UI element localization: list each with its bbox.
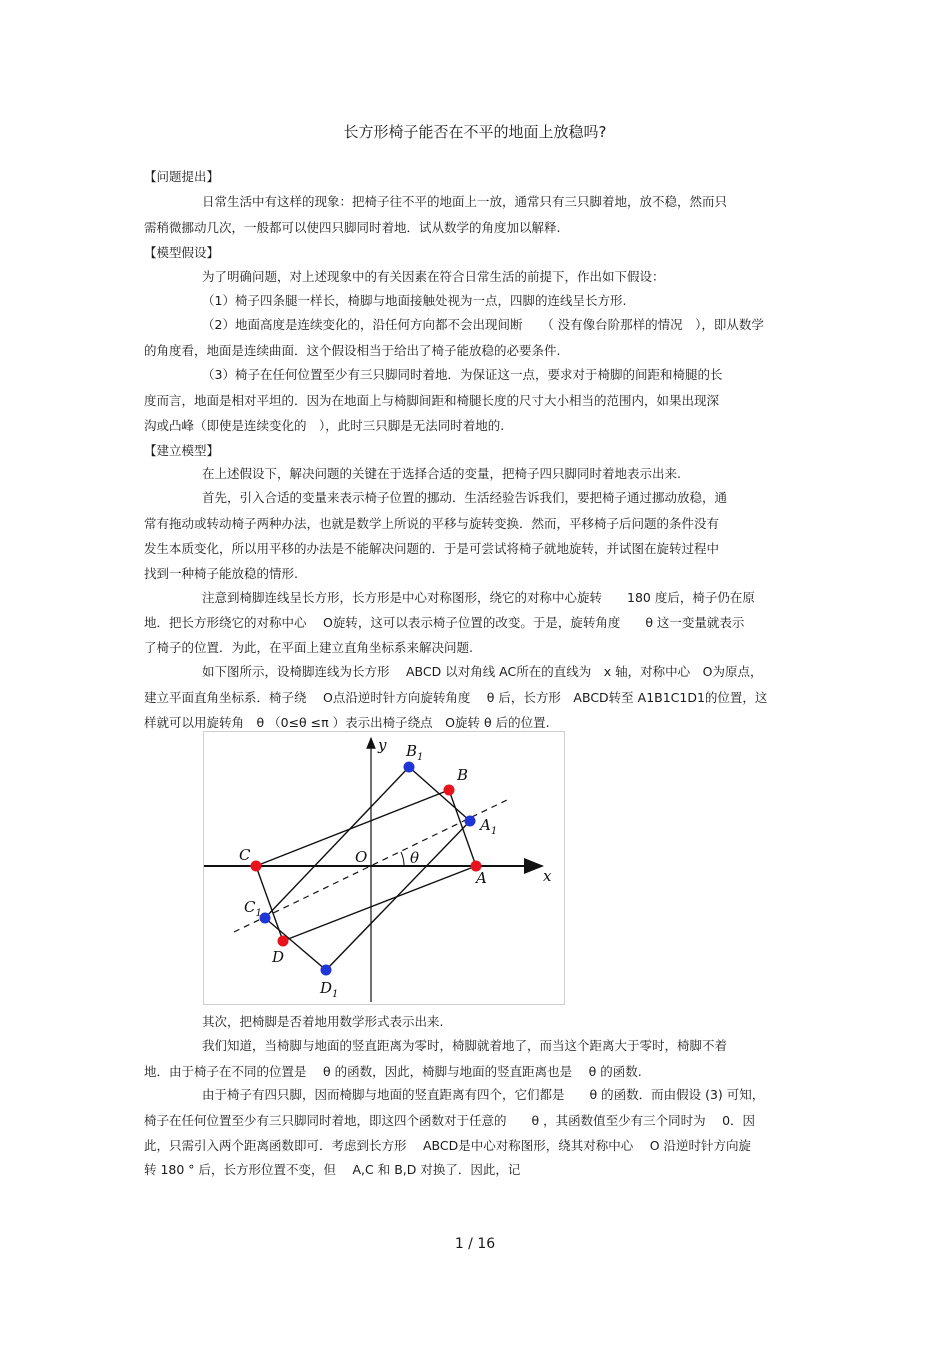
section-heading-model: 【建立模型】 [144,443,220,458]
paragraph-line: 我们知道，当椅脚与地面的竖直距离为零时，椅脚就着地了，而当这个距离大于零时，椅脚不着 [202,1038,728,1053]
paragraph-line: 在上述假设下，解决问题的关键在于选择合适的变量，把椅子四只脚同时着地表示出来. [202,466,681,481]
paragraph-line: 由于椅子有四只脚，因而椅脚与地面的竖直距离有四个，它们都是 θ 的函数．而由假设 (3) 可知， [202,1087,765,1102]
paragraph-line: （3）椅子在任何位置至少有三只脚同时着地．为保证这一点，要求对于椅脚的间距和椅腿的长 [202,367,723,382]
paragraph-line: 转 180 ° 后，长方形位置不变，但 A,C 和 B,D 对换了．因此，记 [144,1162,521,1177]
label-a1: $A_1$ [480,816,498,837]
point-b1 [404,762,415,773]
label-c1: $C_1$ [244,898,262,919]
paragraph-line: 为了明确问题，对上述现象中的有关因素在符合日常生活的前提下，作出如下假设： [202,269,665,284]
point-d [278,936,289,947]
paragraph-line: 需稍微挪动几次，一般都可以使四只脚同时着地．试从数学的角度加以解释. [144,220,561,235]
x-axis-label: x [543,867,552,885]
paragraph-line: 椅子在任何位置至少有三只脚同时着地，即这四个函数对于任意的 θ ，其函数值至少有三个同时为 0．因 [144,1113,756,1128]
paragraph-line: 发生本质变化，所以用平移的办法是不能解决问题的．于是可尝试将椅子就地旋转，并试图在旋转过程中 [144,541,720,556]
paragraph-line: 地．由于椅子在不同的位置是 θ 的函数，因此，椅脚与地面的竖直距离也是 θ 的函数. [144,1064,642,1079]
point-d1 [321,965,332,976]
label-c: C [239,846,251,864]
y-axis-label: y [378,736,387,754]
paragraph-line: 首先，引入合适的变量来表示椅子位置的挪动．生活经验告诉我们，要把椅子通过挪动放稳，通 [202,490,728,505]
rotation-diagram-svg [204,732,564,1004]
paragraph-line: （1）椅子四条腿一样长，椅脚与地面接触处视为一点，四脚的连线呈长方形. [202,293,627,308]
paragraph-line: 日常生活中有这样的现象：把椅子往不平的地面上一放，通常只有三只脚着地，放不稳，然而只 [202,194,728,209]
paragraph-line: 找到一种椅子能放稳的情形. [144,566,298,581]
paragraph-line: 的角度看，地面是连续曲面．这个假设相当于给出了椅子能放稳的必要条件. [144,343,561,358]
paragraph-line: （2）地面高度是连续变化的，沿任何方向都不会出现间断 （ 没有像台阶那样的情况 ），即从数学 [202,317,764,332]
point-a1 [465,816,476,827]
label-a: A [476,869,487,887]
paragraph-line: 度而言，地面是相对平坦的．因为在地面上与椅脚间距和椅腿长度的尺寸大小相当的范围内，如果出现深 [144,393,720,408]
paragraph-line: 如下图所示，设椅脚连线为长方形 ABCD 以对角线 AC所在的直线为 x 轴，对称中心 O为原点， [202,664,763,679]
section-heading-problem: 【问题提出】 [144,169,220,184]
angle-arc [401,852,404,866]
point-b [444,785,455,796]
paragraph-line: 常有拖动或转动椅子两种办法，也就是数学上所说的平移与旋转变换．然而，平移椅子后问题的条件没有 [144,516,720,531]
document-title: 长方形椅子能否在不平的地面上放稳吗? [343,123,607,141]
paragraph-line: 建立平面直角坐标系．椅子绕 O点沿逆时针方向旋转角度 θ 后，长方形 ABCD转至 A1B1C1D1的位置，这 [144,690,768,705]
rotation-diagram [203,731,565,1005]
page-number: 1 / 16 [454,1236,496,1252]
label-d1: $D_1$ [320,979,339,1000]
origin-label: O [355,848,368,866]
paragraph-line: 地．把长方形绕它的对称中心 O旋转，这可以表示椅子位置的改变。于是，旋转角度 θ 这一变量就表示 [144,615,745,630]
paragraph-line: 其次，把椅脚是否着地用数学形式表示出来. [202,1014,444,1029]
paragraph-line: 了椅子的位置．为此，在平面上建立直角坐标系来解决问题. [144,640,473,655]
angle-label: θ [410,849,420,867]
rectangle-a1b1c1d1 [265,767,470,970]
section-heading-assumptions: 【模型假设】 [144,245,220,260]
paragraph-line: 沟或凸峰（即使是连续变化的 ），此时三只脚是无法同时着地的. [144,418,505,433]
label-b: B [457,766,469,784]
point-c [251,861,262,872]
paragraph-line: 注意到椅脚连线呈长方形，长方形是中心对称图形，绕它的对称中心旋转 180 度后，椅子仍在原 [202,590,755,605]
label-b1: $B_1$ [406,742,424,763]
paragraph-line: 此，只需引入两个距离函数即可．考虑到长方形 ABCD是中心对称图形，绕其对称中心 O 沿逆时针方向旋 [144,1138,752,1153]
label-d: D [272,948,285,966]
paragraph-line: 样就可以用旋转角 θ （0≤θ ≤π ）表示出椅子绕点 O旋转 θ 后的位置. [144,715,550,730]
